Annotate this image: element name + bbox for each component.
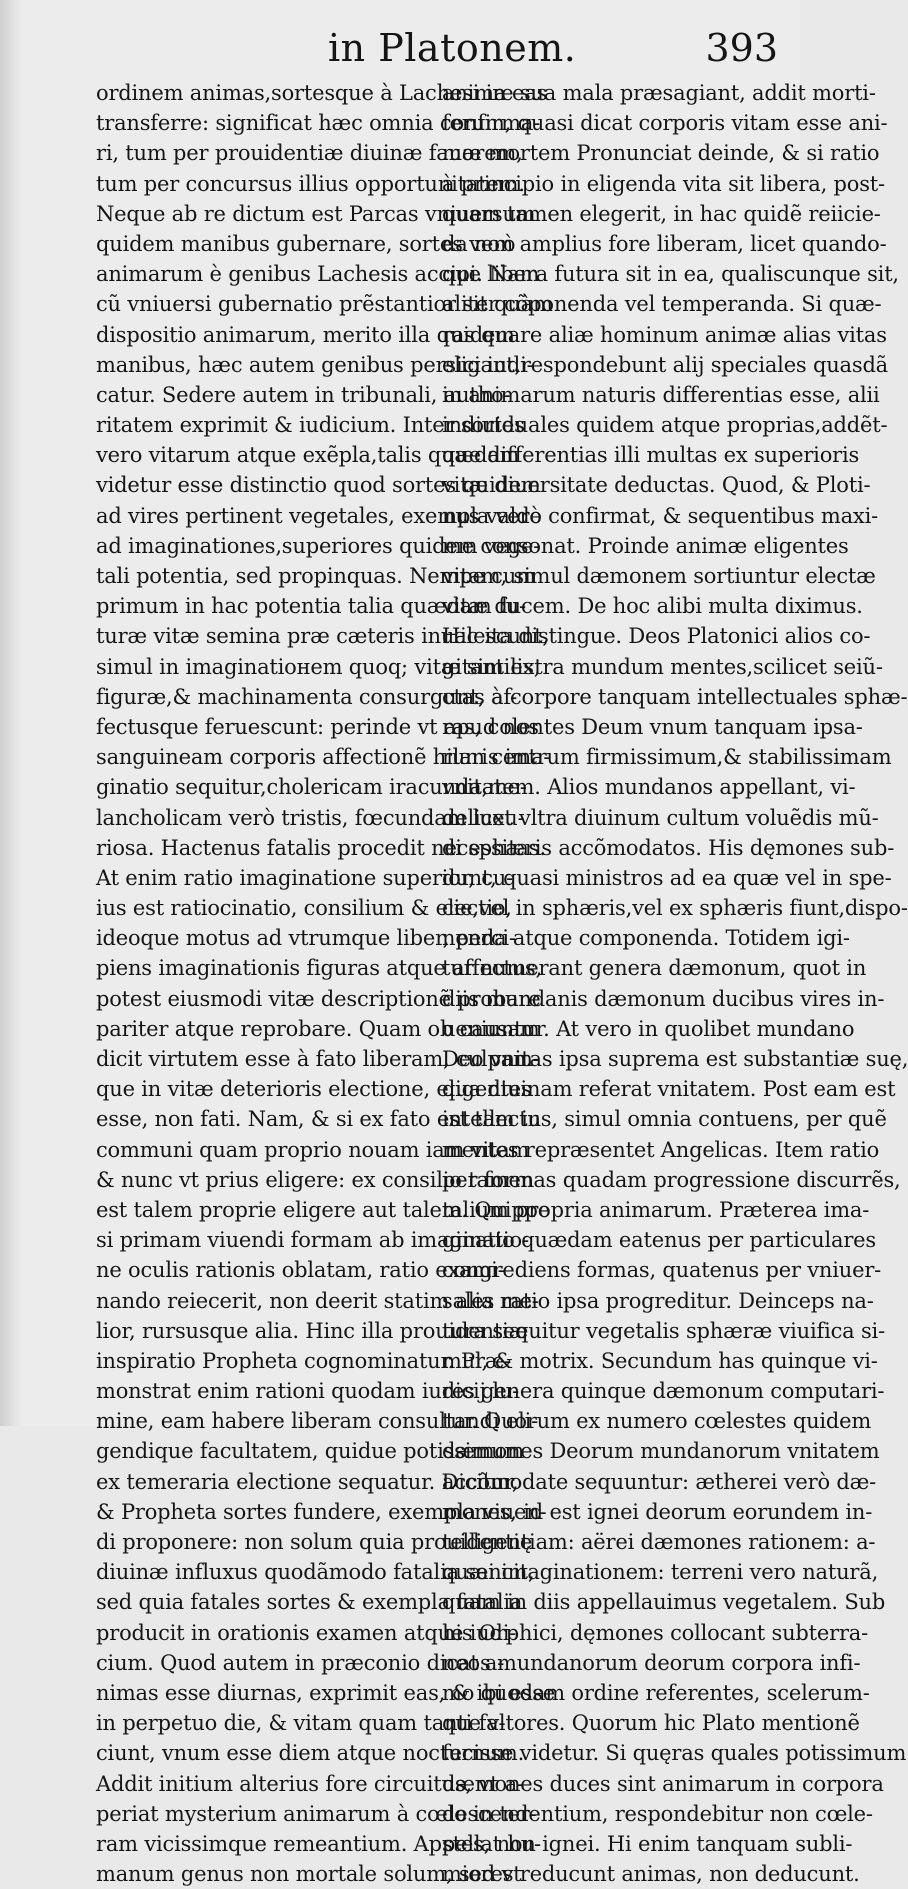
text-line: me consonat. Proinde animæ eligentes [442,533,849,558]
text-line: sed quia fatales sortes & exempla fatalia [96,1590,523,1615]
text-line: transferre: significat hæc omnia confirma- [96,111,541,136]
text-line: telligentiam: aërei dæmones rationem: a- [442,1530,876,1554]
text-line: ctas à corpore tanquam intellectuales sphæ- [442,684,908,709]
text-line: ius est ratiocinatio, consilium & electio, [96,896,512,921]
left-text-column [96,78,555,1889]
text-line: ginatio quædam eatenus per particulares [442,1228,876,1253]
text-line: ad imaginationes,superiores quidem vege- [96,533,541,558]
text-line: qua diuinam referat vnitatem. Post eam est [442,1077,896,1102]
text-line: turæ vitæ semina præ cæteris inualescunt, [96,624,549,649]
text-line: animarum è genibus Lachesis accipi. Nam [96,262,540,287]
text-line: ram vicissimque remeantium. Appellat hu- [96,1831,541,1856]
text-line: lancholicam verò tristis, fœcundam luxu- [96,805,525,830]
text-line: sales ratio ipsa progreditur. Deinceps na- [442,1288,874,1313]
text-line: eligant,respondebunt alij speciales quasdã [442,352,889,377]
text-line: delicet vltra diuinum cultum voluẽdis mũ- [442,805,879,830]
text-line: fecisse videtur. Si quęras quales potissimum [442,1741,907,1766]
text-line: da non amplius fore liberam, licet quando- [442,231,887,256]
text-line: tur numerant genera dæmonum, quot in [442,956,867,981]
text-line: descendentium, respondebitur non cœle- [442,1801,873,1826]
text-line: dispositio animarum, merito illa quidem [96,322,515,347]
text-line: diuinæ influxus quodãmodo fatalia sancit, [96,1560,535,1585]
text-line: communi quam proprio nouam iam vitam [96,1137,530,1162]
text-line: mentes repræsentet Angelicas. Item ratio [442,1137,880,1162]
text-line: vitæ diuersitate deductas. Quod, & Ploti- [442,473,871,498]
text-line: inspiratio Propheta cognominatur. Præ- [96,1348,512,1373]
text-line: sanguineam corporis affectionẽ hilaris ima- [96,745,551,770]
text-line: dæmones duces sint animarum in corpora [442,1771,884,1796]
text-line: mo quodam ordine referentes, scelerum- [442,1680,870,1705]
text-line: nimas esse diurnas, exprimit eas, & ibi esse [96,1680,555,1705]
text-line: monstrat enim rationi quodam iudicij lu- [96,1379,520,1404]
text-line: mul, & motrix. Secundum has quinque vi- [442,1348,878,1373]
text-line: piens imaginationis figuras atque affectus, [96,956,542,981]
text-line: tur. Quorum ex numero cœlestes quidem [442,1409,872,1434]
text-line: tum per concursus illius opportunitatem. [96,171,525,196]
text-line: esse, non fati. Nam, & si ex fato est tam in [96,1107,541,1132]
text-line: indiuiduales quidem atque proprias,addẽt- [442,413,888,438]
text-line: est talem proprie eligere aut talem. Quippe [96,1197,551,1222]
text-line: si primam viuendi formam ab imaginatio- [96,1228,529,1253]
text-line: potest eiusmodi vitæ descriptionẽ probare [96,986,541,1011]
text-line: producit in orationis examen atque iudi- [96,1620,517,1645]
text-line: manibus, hæc autem genibus persici iudi- [96,352,534,377]
text-line: periat mysterium animarum à cœlo in ter- [96,1801,537,1826]
text-line: gitant extra mundum mentes,scilicet seiũ- [442,654,883,679]
text-line: tali potentia, sed propinquas. Nempe cum [96,564,536,588]
text-line: à principio in eligenda vita sit libera, post- [442,171,885,196]
text-line: ginatio sequitur,cholericam iracunda,me- [96,775,527,800]
text-line: di sphæris accõmodatos. His dęmones sub- [442,835,895,860]
text-line: vitam, simul dæmonem sortiuntur electæ [442,564,876,588]
text-line: quam in diis appellauimus vegetalem. Sub [442,1590,886,1615]
text-line: riosa. Hactenus fatalis procedit necessitas. [96,835,546,860]
text-line: cium. Quod autem in præconio dicat a- [96,1650,505,1675]
text-line: talium propria animarum. Præterea ima- [442,1197,870,1222]
text-line: miores reducunt animas, non deducunt. [442,1862,860,1887]
text-line: ueniuntur. At vero in quolibet mundano [442,1016,855,1041]
running-title: in Platonem. [328,26,577,70]
text-line: dicit virtutem esse à fato liberam, culpam- [96,1047,540,1071]
text-line: figuræ,& machinamenta consurgunt, af- [96,684,518,709]
text-line: dunt, quasi ministros ad ea quæ vel in spe- [442,865,892,890]
text-line: ras quare aliæ hominum animæ alias vitas [442,322,887,347]
text-line: ordinem animas,sortesque à Lachesi in eas [96,81,548,105]
text-line: & nunc vt prius eligere: ex consilio tamen [96,1167,535,1192]
text-line: primum in hac potentia talia quædam fu- [96,594,526,619]
text-line: animæ sua mala præsagiant, addit morti- [442,81,876,105]
text-line: res genera quinque dæmonum computari- [442,1379,885,1404]
text-line: diis mundanis dæmonum ducibus vires in- [442,986,885,1011]
text-line: simul in imaginatioнem quoq; vitæ similis, [96,654,541,679]
text-line: ciunt, vnum esse diem atque nocturnum. [96,1741,525,1766]
text-line: cie,vel in sphæris,vel ex sphæris fiunt,dispo- [442,896,908,921]
text-line: neos mundanorum deorum corpora infi- [442,1650,861,1675]
right-text-column [442,78,908,1889]
text-line: stes, non ignei. Hi enim tanquam subli- [442,1831,853,1856]
text-line: ideoque motus ad vtrumque liber, perci- [96,926,516,951]
text-line: mine, eam habere liberam consultandi eli- [96,1409,538,1434]
text-line: fectusque feruescunt: perinde vt apud nos [96,714,539,739]
text-line: videtur esse distinctio quod sortes quidem [96,473,541,498]
text-line: rum centrum firmissimum,& stabilissimam [442,745,892,770]
text-line: ritatem exprimit & iudicium. Inter sortes [96,413,525,438]
text-line: lior, rursusque alia. Hinc illa prouidentiæ [96,1318,529,1343]
text-line: his Orphici, dęmones collocant subterra- [442,1620,868,1645]
text-line: quam tamen elegerit, in hac quidẽ reiicie- [442,201,881,226]
text-line: di proponere: non solum quia prouidentię [96,1530,533,1554]
text-line: nus valde confirmat, & sequentibus maxi- [442,503,878,528]
text-line: in perpetuo die, & vitam quam tanti fa- [96,1711,506,1736]
text-line: que differentias illi multas ex superioris [442,443,860,468]
text-line: quæi imaginationem: terreni vero naturã, [442,1560,879,1585]
text-line: congrediens formas, quatenus per vniuer- [442,1258,882,1283]
text-line: Hic ita distingue. Deos Platonici alios co- [442,624,871,649]
text-line: ne oculis rationis oblatam, ratio exami- [96,1258,505,1283]
text-line: pariter atque reprobare. Quam ob causam [96,1016,540,1041]
text-line: ras, colentes Deum vnum tanquam ipsa- [442,714,863,739]
text-line: & Propheta sortes fundere, exempla viuen- [96,1499,547,1524]
text-line: nenda atque componenda. Totidem igi- [442,926,850,951]
text-line: accõmodate sequuntur: ætherei verò dæ- [442,1469,877,1494]
text-line: mæ mortem Pronunciat deinde, & si ratio [442,141,880,166]
text-line: vero vitarum atque exẽpla,talis quædam [96,443,520,468]
text-line: aliter cõponenda vel temperanda. Si quæ- [442,292,882,317]
text-line: quidem manibus gubernare, sortes verò [96,231,516,256]
text-line: At enim ratio imaginatione superior, cu- [96,865,514,890]
text-line: nando reiecerit, non deerit statim alia me- [96,1288,539,1313]
text-line: ferum, quasi dicat corporis vitam esse ani- [442,111,888,136]
text-line: Deo vnitas ipsa suprema est substantiæ suę, [442,1047,908,1071]
page-header [0,22,800,72]
text-line: ri, tum per prouidentiæ diuinæ fauorem, [96,141,523,166]
text-line: catur. Sedere autem in tribunali, autho- [96,382,511,407]
text-line: que vltores. Quorum hic Plato mentionẽ [442,1711,860,1736]
text-line: que libera futura sit in ea, qualiscunque sit, [442,262,899,287]
text-line: que in vitæ deterioris electione, eligentes [96,1077,532,1102]
text-line: tura sequitur vegetalis sphæræ viuifica si- [442,1318,885,1343]
text-line: dæmones Deorum mundanorum vnitatem [442,1439,880,1464]
text-line: mones, id est ignei deorum eorundem in- [442,1499,873,1524]
text-line: manum genus non mortale solum, sed vt [96,1862,522,1887]
text-line: Addit initium alterius fore circuitus, vt a- [96,1771,524,1796]
text-line: per formas quadam progressione discurrẽs, [442,1167,901,1192]
text-line: gendique facultatem, quidue potissimum [96,1439,525,1464]
text-line: ex temeraria electione sequatur. Dicitur, [96,1469,519,1494]
page-number: 393 [705,26,778,70]
text-line: Neque ab re dictum est Parcas vniuersum [96,201,536,226]
text-line: in animarum naturis differentias esse, alii [442,382,880,407]
text-line: cũ vniuersi gubernatio prẽstantior sit quàm [96,292,553,317]
text-line: intellectus, simul omnia contuens, per quẽ [442,1107,887,1132]
text-line: vnitatem. Alios mundanos appellant, vi- [442,775,856,800]
text-line: vitæ ducem. De hoc alibi multa diximus. [442,594,863,619]
text-line: ad vires pertinent vegetales, exempla verò [96,503,542,528]
